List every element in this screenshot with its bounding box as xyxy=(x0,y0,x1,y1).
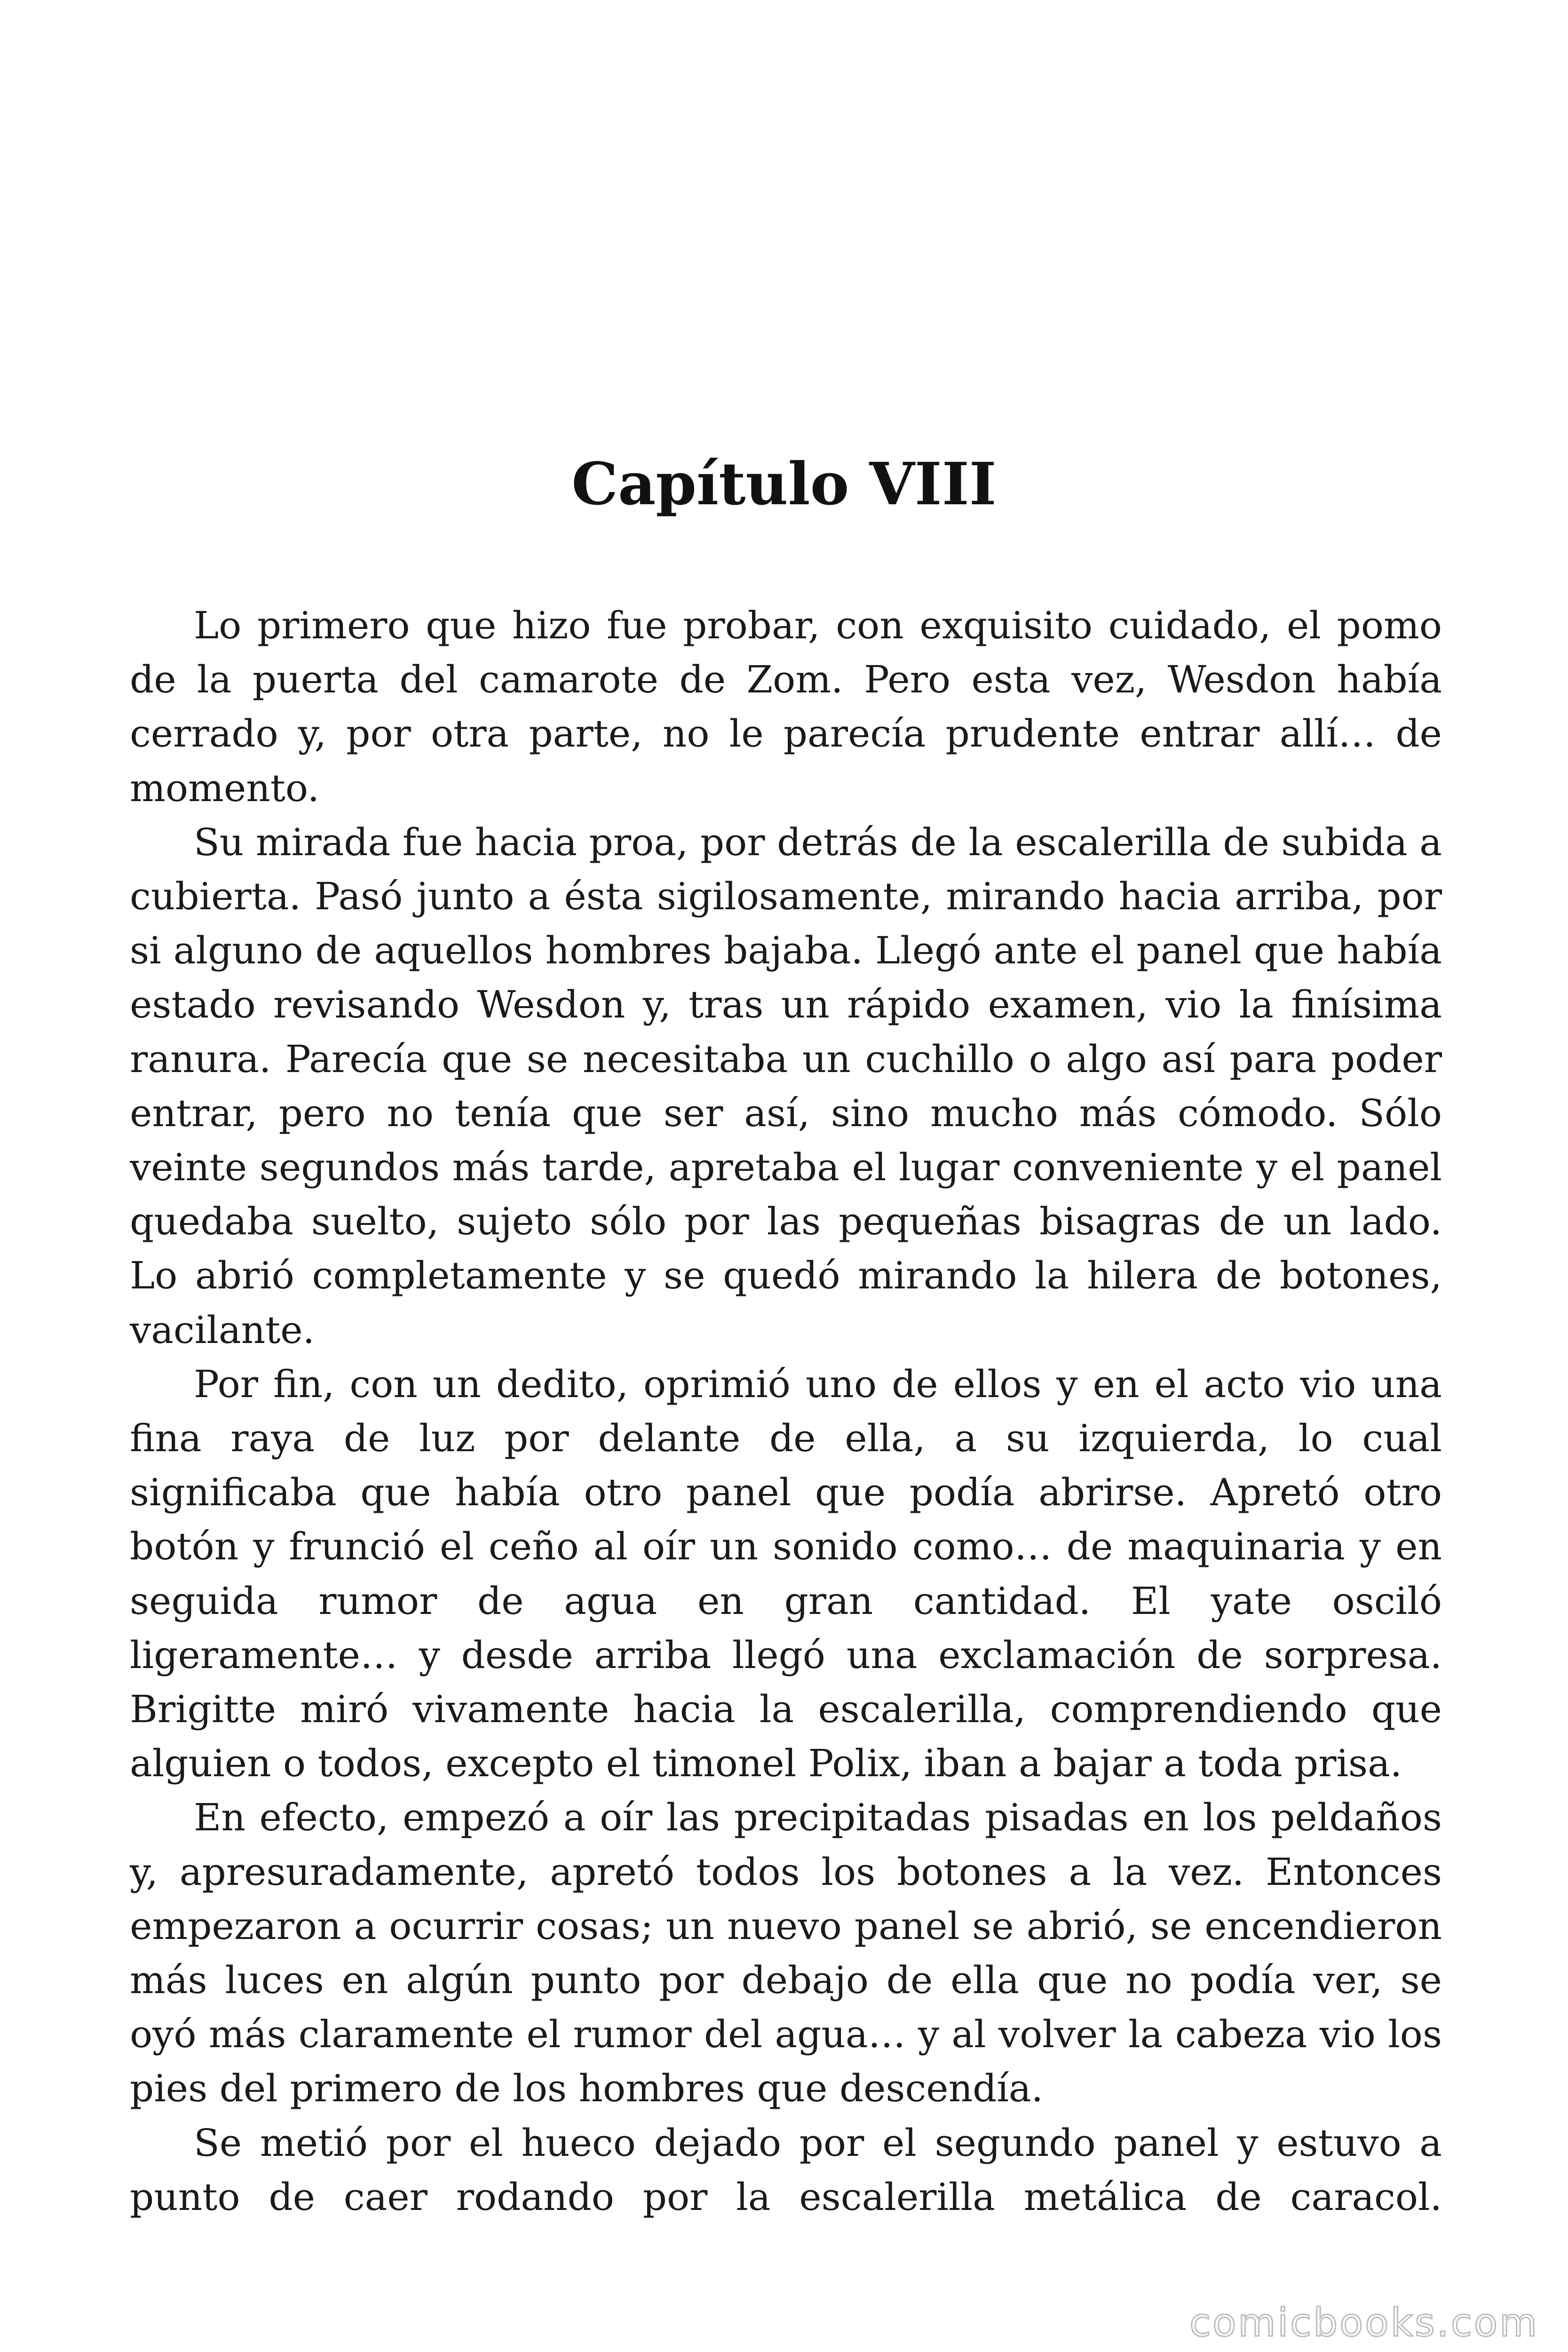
paragraph-2: Su mirada fue hacia proa, por detrás de la escalerilla de subida a cubierta. Pasó junto a ésta sigilosamente, mirando hacia arriba, por si alguno de aquellos hombres bajaba. Llegó ante el panel que había estado revisando Wesdon y, tras un rápido examen, vio la finísima ranura. Parecía que se necesitaba un cuchillo o algo así para poder entrar, pero no tenía que ser así, sino mucho más cómodo. Sólo veinte segundos más tarde, apretaba el lugar conveniente y el panel quedaba suelto, sujeto sólo por las pequeñas bisagras de un lado. Lo abrió completamente y se quedó mirando la hilera de botones, vacilante. xyxy=(130,820,1442,1352)
paragraph-5: Se metió por el hueco dejado por el segundo panel y estuvo a punto de caer rodando por la escalerilla metálica de caracol. xyxy=(130,2121,1442,2219)
chapter-body xyxy=(130,598,1442,2224)
paragraph-4: En efecto, empezó a oír las precipitadas pisadas en los peldaños y, apresuradamente, apretó todos los botones a la vez. Entonces empezaron a ocurrir cosas; un nuevo panel se abrió, se encendieron más luces en algún punto por debajo de ella que no podía ver, se oyó más claramente el rumor del agua… y al volver la cabeza vio los pies del primero de los hombres que descendía. xyxy=(130,1796,1442,2111)
paragraph-3: Por fin, con un dedito, oprimió uno de ellos y en el acto vio una fina raya de luz por delante de ella, a su izquierda, lo cual significaba que había otro panel que podía abrirse. Apretó otro botón y frunció el ceño al oír un sonido como… de maquinaria y en seguida rumor de agua en gran cantidad. El yate osciló ligeramente… y desde arriba llegó una exclamación de sorpresa. Brigitte miró vivamente hacia la escalerilla, comprendiendo que alguien o todos, excepto el timonel Polix, iban a bajar a toda prisa. xyxy=(130,1362,1442,1786)
paragraph-1: Lo primero que hizo fue probar, con exquisito cuidado, el pomo de la puerta del camarote de Zom. Pero esta vez, Wesdon había cerrado y, por otra parte, no le parecía prudente entrar allí… de momento. xyxy=(130,604,1442,810)
chapter-title: Capítulo VIII xyxy=(571,450,997,518)
watermark-text: comicbooks.com xyxy=(1189,2301,1539,2345)
